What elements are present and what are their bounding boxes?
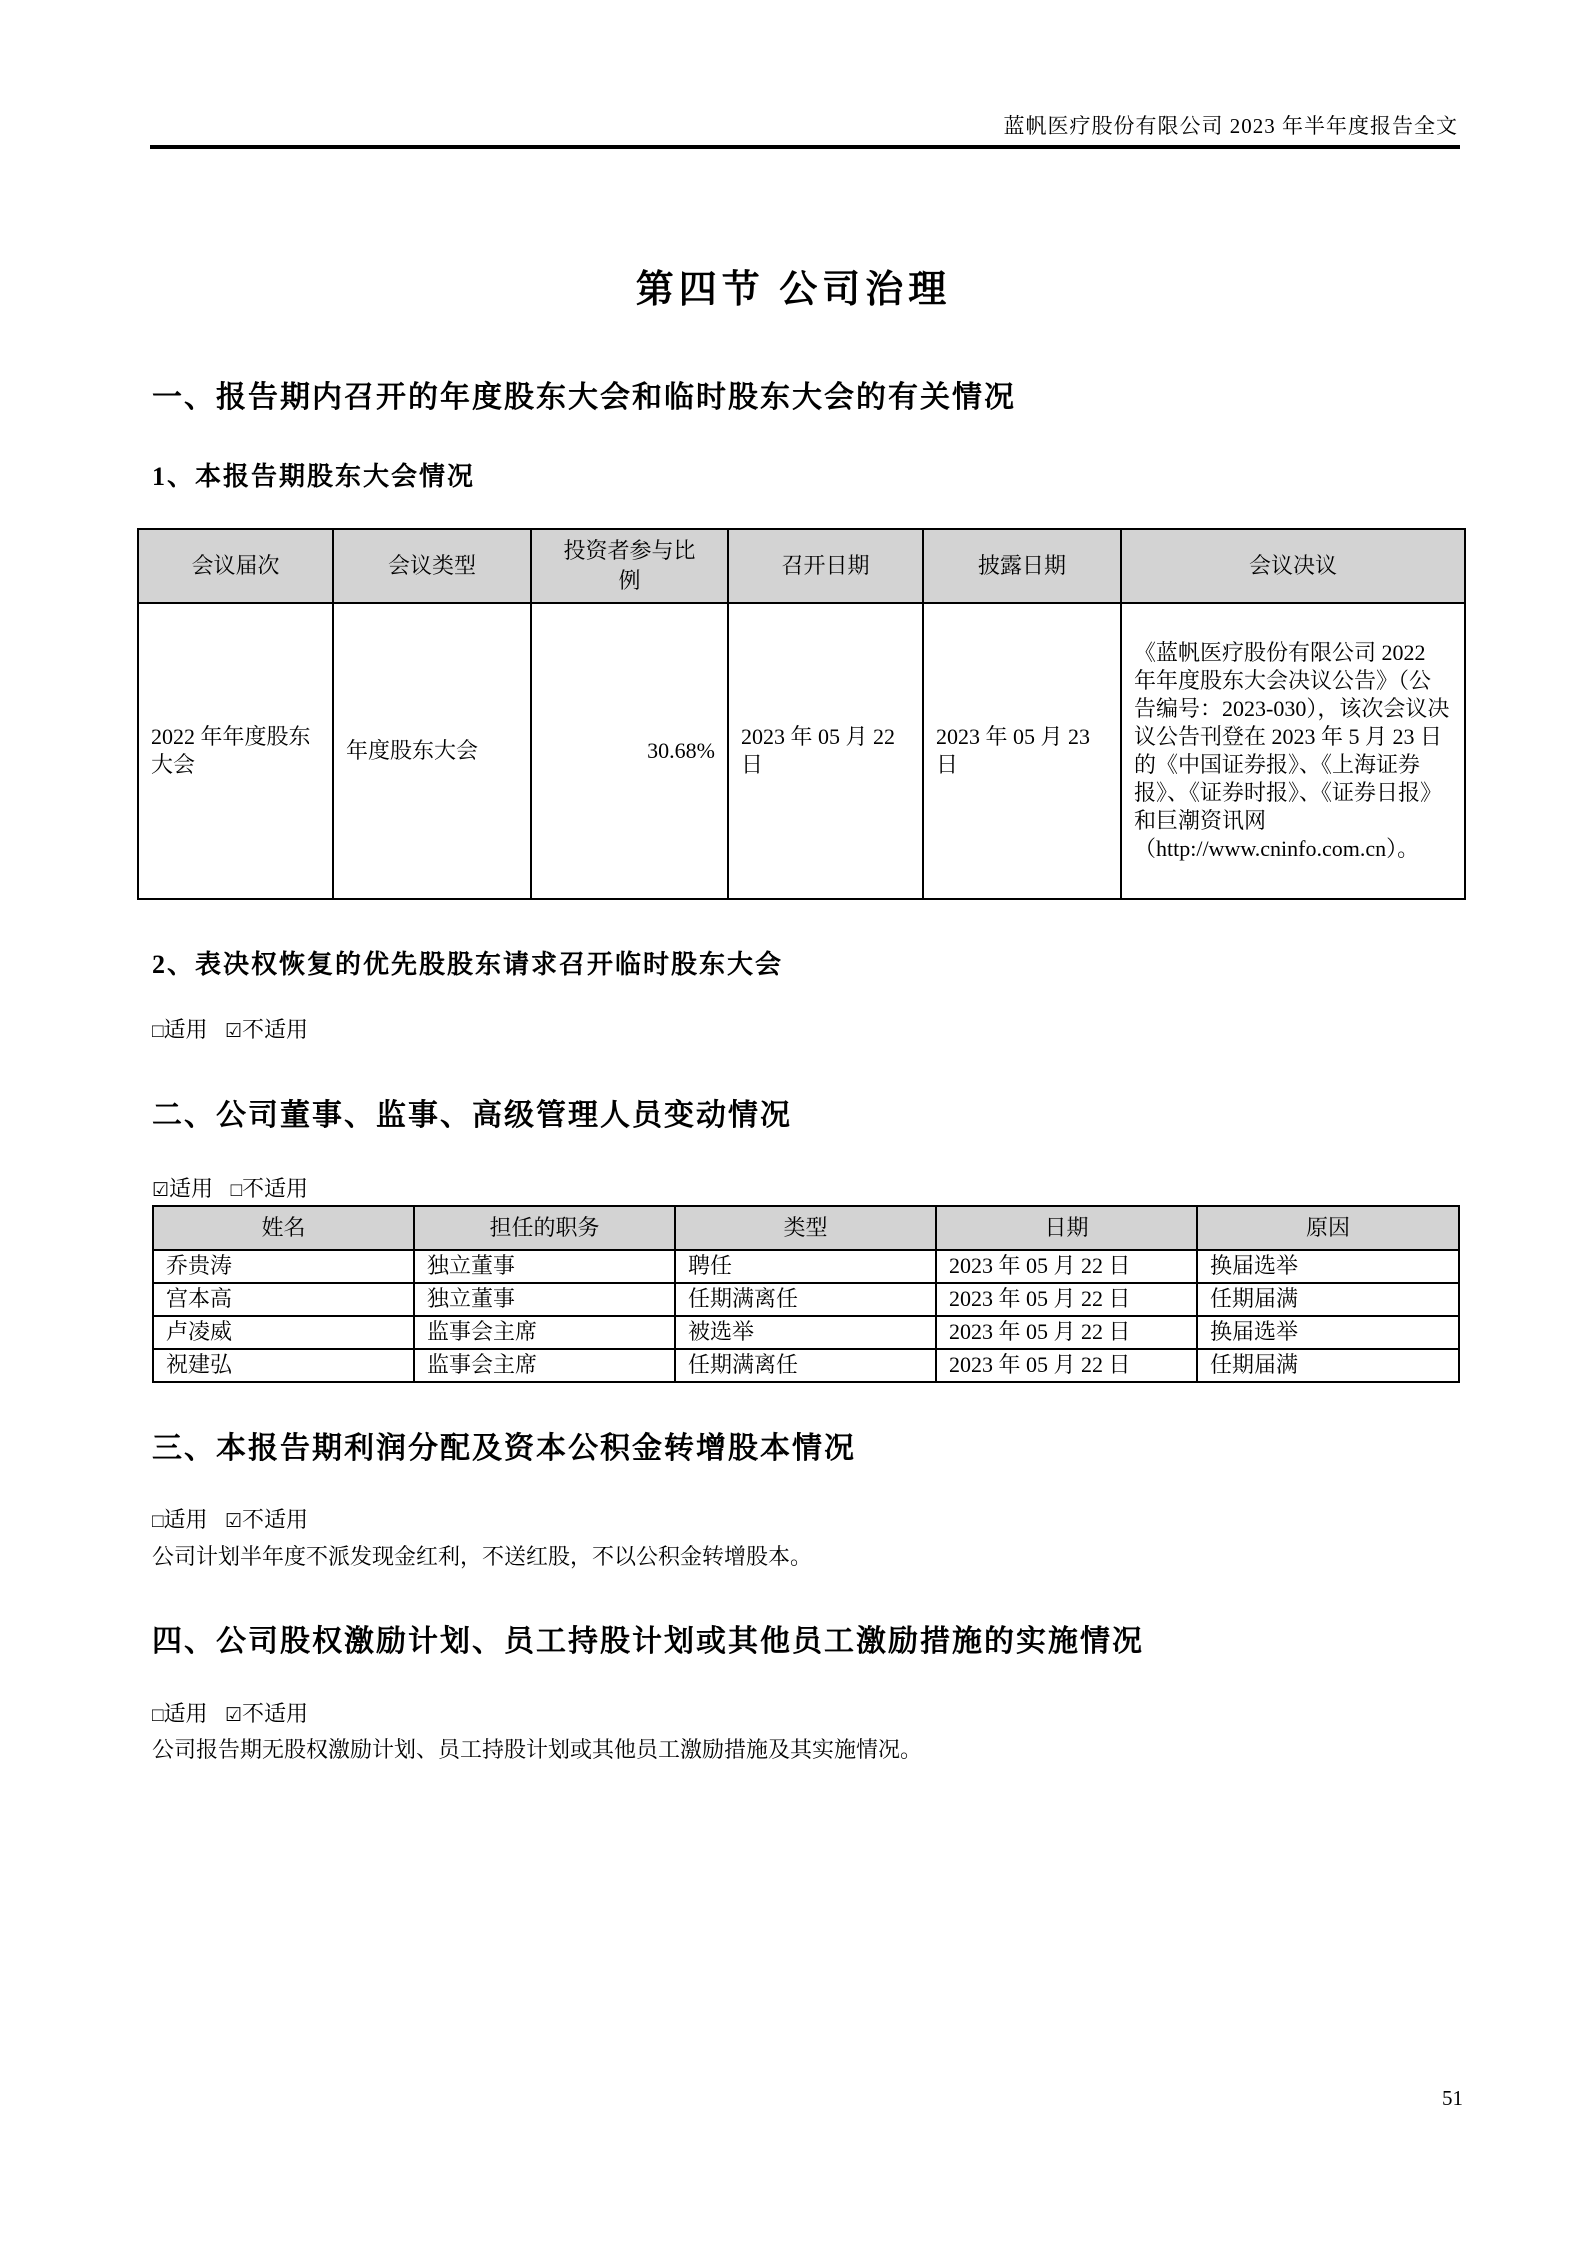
cell-position: 监事会主席: [414, 1316, 675, 1349]
cell-investor-ratio: 30.68%: [531, 603, 728, 899]
cell-session: 2022 年年度股东大会: [138, 603, 333, 899]
personnel-row: [153, 1283, 1459, 1316]
apply-label: 适用: [169, 1176, 214, 1201]
header-rule: [150, 145, 1460, 149]
cell-change-type: 任期满离任: [675, 1349, 936, 1382]
section3-heading: 三、本报告期利润分配及资本公积金转增股本情况: [152, 1432, 856, 1465]
col-header-change-type: 类型: [675, 1206, 936, 1250]
applicability-not-apply: [225, 1701, 308, 1726]
checkbox-unchecked-icon: □: [152, 1511, 164, 1532]
col-header-resolution: 会议决议: [1121, 529, 1465, 603]
applicability-apply: [152, 1017, 208, 1042]
running-header: [152, 110, 1458, 140]
checkbox-checked-icon: ☑: [225, 1705, 243, 1726]
cell-position: 独立董事: [414, 1283, 675, 1316]
cell-name: 祝建弘: [153, 1349, 414, 1382]
not-apply-label: 不适用: [242, 1507, 309, 1532]
section3-applicability-line: [152, 1503, 308, 1534]
col-header-disclosure-date: 披露日期: [923, 529, 1121, 603]
cell-change-type: 聘任: [675, 1250, 936, 1283]
cell-name: 乔贵涛: [153, 1250, 414, 1283]
cell-date: 2023 年 05 月 22 日: [936, 1316, 1197, 1349]
section3-note: 公司计划半年度不派发现金红利，不送红股，不以公积金转增股本。: [152, 1544, 813, 1569]
col-header-position: 担任的职务: [414, 1206, 675, 1250]
col-header-date: 日期: [936, 1206, 1197, 1250]
section4-note: 公司报告期无股权激励计划、员工持股计划或其他员工激励措施及其实施情况。: [152, 1737, 923, 1762]
section1-sub1-heading: 1、本报告期股东大会情况: [152, 462, 476, 491]
not-apply-label: 不适用: [242, 1701, 309, 1726]
shareholder-meeting-table: [137, 528, 1466, 900]
section1-heading: 一、报告期内召开的年度股东大会和临时股东大会的有关情况: [152, 381, 1016, 414]
section2-heading: 二、公司董事、监事、高级管理人员变动情况: [152, 1099, 792, 1132]
col-header-name: 姓名: [153, 1206, 414, 1250]
meeting-table-header-row: [138, 529, 1465, 603]
applicability-apply: [152, 1701, 208, 1726]
cell-convene-date: 2023 年 05 月 22 日: [728, 603, 923, 899]
meeting-table-row: [138, 603, 1465, 899]
applicability-not-apply: [225, 1017, 308, 1042]
checkbox-checked-icon: ☑: [152, 1180, 170, 1201]
apply-label: 适用: [163, 1507, 208, 1532]
checkbox-checked-icon: ☑: [225, 1511, 243, 1532]
cell-reason: 任期届满: [1197, 1349, 1459, 1382]
personnel-table-header-row: [153, 1206, 1459, 1250]
section1-applicability-line: [152, 1013, 308, 1044]
personnel-row: [153, 1316, 1459, 1349]
page-title: 第四节 公司治理: [635, 269, 952, 311]
cell-position: 独立董事: [414, 1250, 675, 1283]
applicability-not-apply: [225, 1507, 308, 1532]
cell-name: 宫本高: [153, 1283, 414, 1316]
cell-date: 2023 年 05 月 22 日: [936, 1250, 1197, 1283]
section1-sub2-heading: 2、表决权恢复的优先股股东请求召开临时股东大会: [152, 950, 784, 979]
col-header-convene-date: 召开日期: [728, 529, 923, 603]
col-header-investor-ratio: [531, 529, 728, 603]
section4-applicability-line: [152, 1697, 308, 1728]
checkbox-unchecked-icon: □: [152, 1705, 164, 1726]
cell-date: 2023 年 05 月 22 日: [936, 1283, 1197, 1316]
applicability-not-apply: [231, 1176, 309, 1201]
checkbox-checked-icon: ☑: [225, 1021, 243, 1042]
cell-change-type: 任期满离任: [675, 1283, 936, 1316]
cell-resolution: 《蓝帆医疗股份有限公司 2022 年年度股东大会决议公告》（公告编号：2023-030），该次会议决议公告刊登在 2023 年 5 月 23 日的《中国证券报》、《上海证券报》、《证券时报》、《证券日报》和巨潮资讯网（http://www.cninfo.com.cn）。: [1121, 603, 1465, 899]
cell-name: 卢凌威: [153, 1316, 414, 1349]
personnel-row: [153, 1349, 1459, 1382]
applicability-apply: [152, 1176, 213, 1201]
col-header-meeting-type: 会议类型: [333, 529, 531, 603]
apply-label: 适用: [163, 1017, 208, 1042]
section4-heading: 四、公司股权激励计划、员工持股计划或其他员工激励措施的实施情况: [152, 1625, 1144, 1658]
col-header-reason: 原因: [1197, 1206, 1459, 1250]
running-header-text: 蓝帆医疗股份有限公司 2023 年半年度报告全文: [1003, 114, 1458, 138]
not-apply-label: 不适用: [242, 1176, 309, 1201]
col-header-session: 会议届次: [138, 529, 333, 603]
personnel-row: [153, 1250, 1459, 1283]
cell-change-type: 被选举: [675, 1316, 936, 1349]
checkbox-unchecked-icon: □: [152, 1021, 164, 1042]
cell-disclosure-date: 2023 年 05 月 23 日: [923, 603, 1121, 899]
personnel-change-table: [152, 1205, 1460, 1383]
cell-date: 2023 年 05 月 22 日: [936, 1349, 1197, 1382]
section2-applicability-line: [152, 1172, 308, 1203]
page-number: 51: [1442, 2086, 1463, 2110]
applicability-apply: [152, 1507, 208, 1532]
cell-reason: 换届选举: [1197, 1316, 1459, 1349]
not-apply-label: 不适用: [242, 1017, 309, 1042]
cell-reason: 换届选举: [1197, 1250, 1459, 1283]
cell-position: 监事会主席: [414, 1349, 675, 1382]
col-header-investor-ratio-text: 投资者参与比例: [563, 538, 696, 593]
cell-meeting-type: 年度股东大会: [333, 603, 531, 899]
apply-label: 适用: [163, 1701, 208, 1726]
cell-reason: 任期届满: [1197, 1283, 1459, 1316]
checkbox-unchecked-icon: □: [230, 1180, 243, 1201]
